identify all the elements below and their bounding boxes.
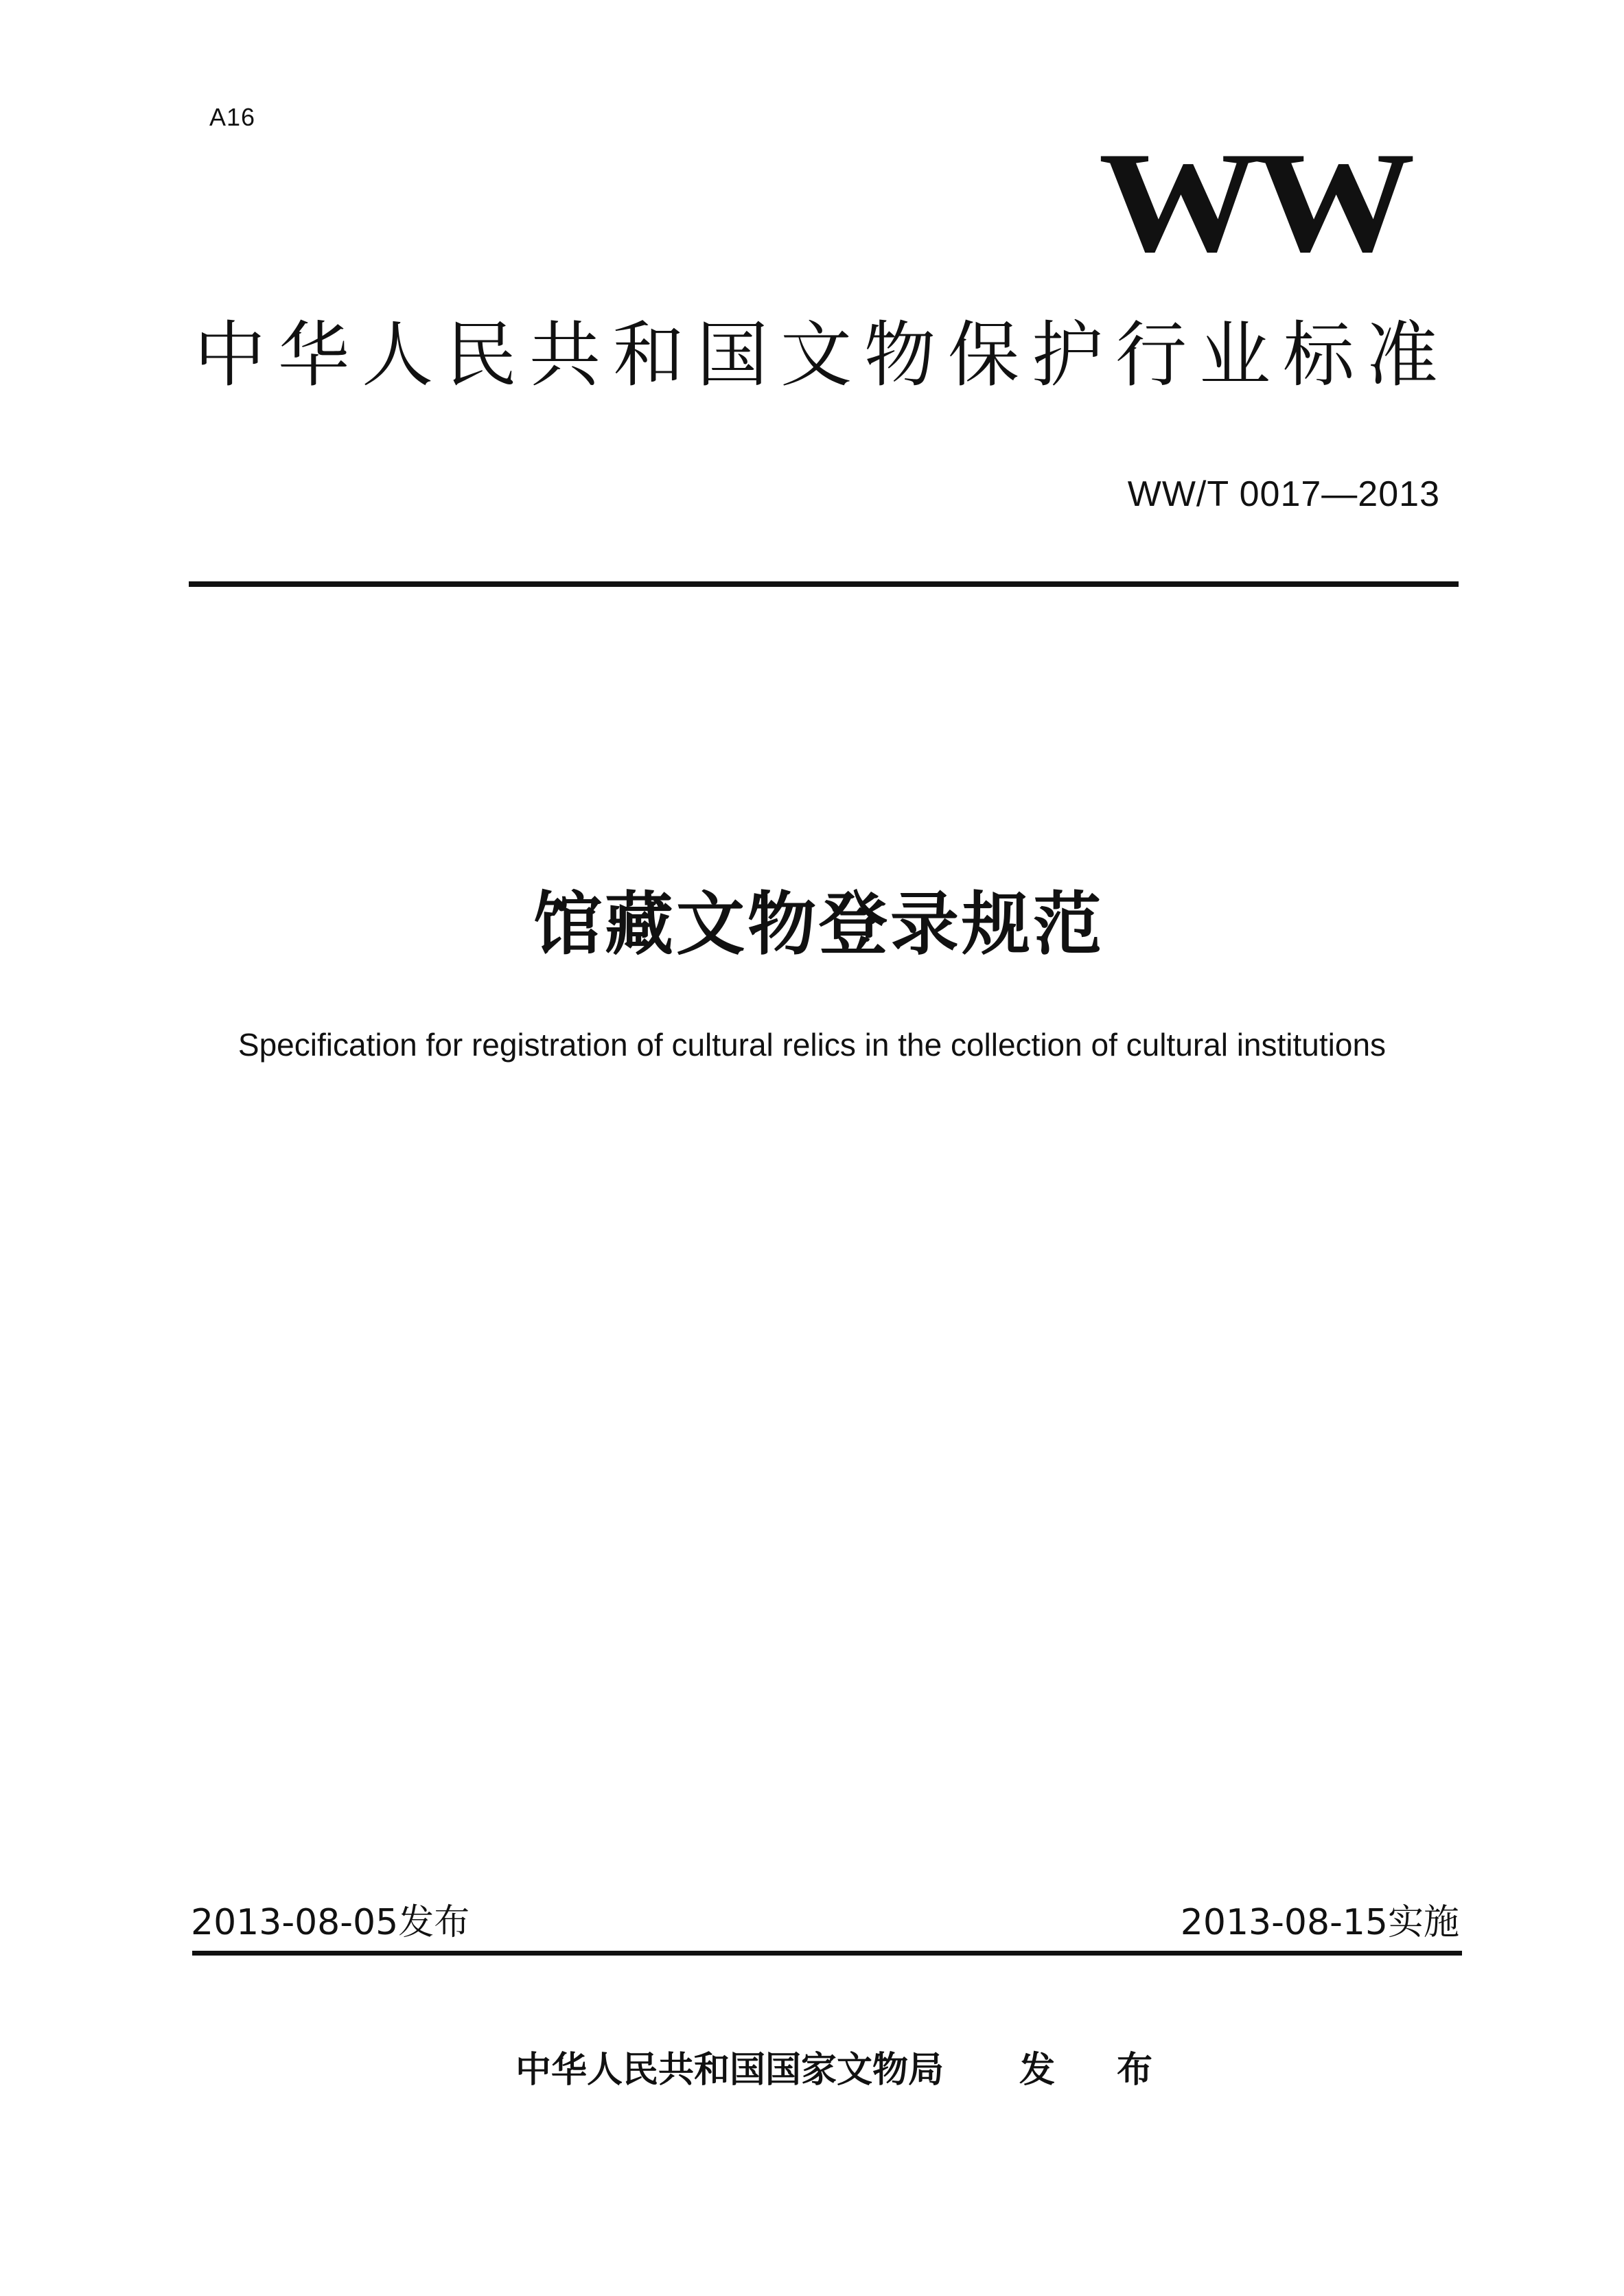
- implementation-date: 2013-08-15实施: [1180, 1902, 1459, 1943]
- classification-code: A16: [209, 103, 256, 131]
- standard-category-title: 中华人民共和国文物保护行业标准: [194, 313, 1450, 397]
- publish-label: 发 布: [1019, 2050, 1178, 2091]
- standard-logo: WW: [1098, 123, 1409, 282]
- publisher-name: 中华人民共和国国家文物局: [515, 2050, 944, 2091]
- publisher-line: [0, 2049, 1624, 2091]
- standard-number: WW/T 0017—2013: [1127, 474, 1440, 514]
- top-divider: [189, 581, 1459, 587]
- bottom-divider: [192, 1951, 1462, 1956]
- issue-date: 2013-08-05发布: [191, 1902, 470, 1943]
- document-title-chinese: 馆藏文物登录规范: [533, 884, 1104, 964]
- document-title-english: Specification for registration of cultural relics in the collection of cultural institutions: [237, 1027, 1387, 1063]
